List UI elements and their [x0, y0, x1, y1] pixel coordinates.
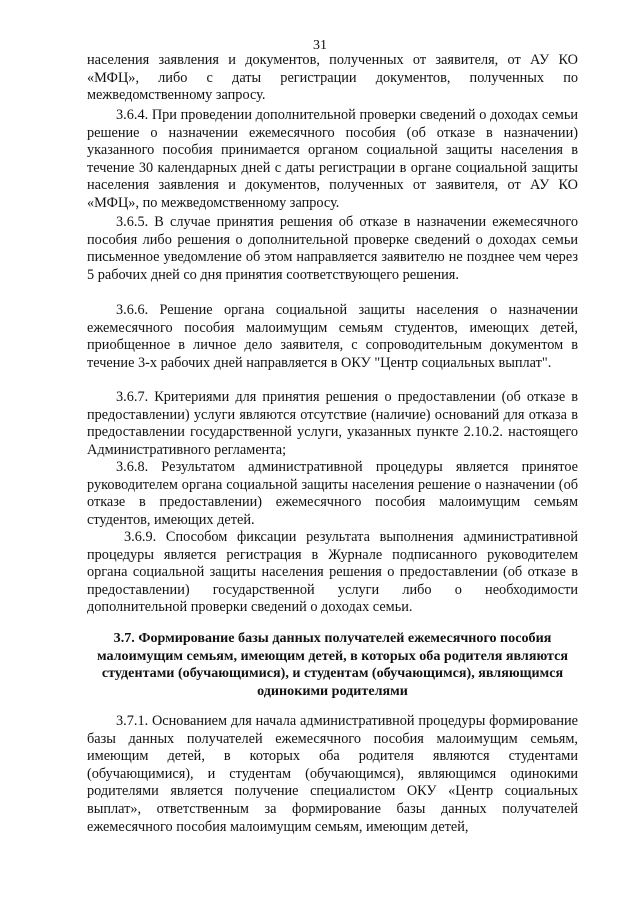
paragraph-3-6-9: 3.6.9. Способом фиксации результата выполнения административной процедуры является регистрация в Журнале подписанного руководителем органа социальной защиты населения решения о предоставлении (об отказе в предоставлении) государственной услуги либо о необходимости дополнительной проверки сведений о доходах семьи. [87, 529, 578, 616]
paragraph-continuation: населения заявления и документов, полученных от заявителя, от АУ КО «МФЦ», либо с даты регистрации документов, полученных по межведомственному запросу. [87, 52, 578, 104]
paragraph-3-6-7: 3.6.7. Критериями для принятия решения о предоставлении (об отказе в предоставлении) услуги являются отсутствие (наличие) оснований для отказа в предоставлении государственной услуги, указанных пункте 2.10.2. настоящего Административного регламента; [87, 389, 578, 458]
paragraph-3-6-4: 3.6.4. При проведении дополнительной проверки сведений о доходах семьи решение о назначении ежемесячного пособия (об отказе в назначении) указанного пособия принимается органом социальной защиты населения в течение 30 календарных дней с даты регистрации в органе социальной защиты населения заявления и документов, полученных от заявителя, от АУ КО «МФЦ», по межведомственному запросу. [87, 107, 578, 211]
paragraph-3-7-1: 3.7.1. Основанием для начала административной процедуры формирование базы данных получателей ежемесячного пособия малоимущим семьям, имеющим детей, в которых оба родителя являются студентами (обучающимися), и студентам (обучающимся), являющимся одинокими родителями является получение специалистом ОКУ «Центр социальных выплат», ответственным за формирование базы данных получателей ежемесячного пособия малоимущим семьям, имеющим детей, [87, 713, 578, 835]
paragraph-3-6-5: 3.6.5. В случае принятия решения об отказе в назначении ежемесячного пособия либо решения о дополнительной проверке сведений о доходах семьи письменное уведомление об этом направляется заявителю не позднее чем через 5 рабочих дней со дня принятия соответствующего решения. [87, 214, 578, 283]
paragraph-3-6-8: 3.6.8. Результатом административной процедуры является принятое руководителем органа социальной защиты населения решение о назначении (об отказе в предоставлении) ежемесячного пособия малоимущим семьям студентов, имеющих детей. [87, 459, 578, 528]
section-heading-3-7: 3.7. Формирование базы данных получателей ежемесячного пособия малоимущим семьям, имеющим детей, в которых оба родителя являются студентами (обучающимися), и студентам (обучающимся), являющимся одинокими родителями [96, 630, 569, 699]
paragraph-3-6-6: 3.6.6. Решение органа социальной защиты населения о назначении ежемесячного пособия малоимущим семьям студентов, имеющих детей, приобщенное в личное дело заявителя, с сопроводительным документом в течение 3-х рабочих дней направляется в ОКУ "Центр социальных выплат". [87, 302, 578, 371]
page-number: 31 [313, 38, 327, 53]
